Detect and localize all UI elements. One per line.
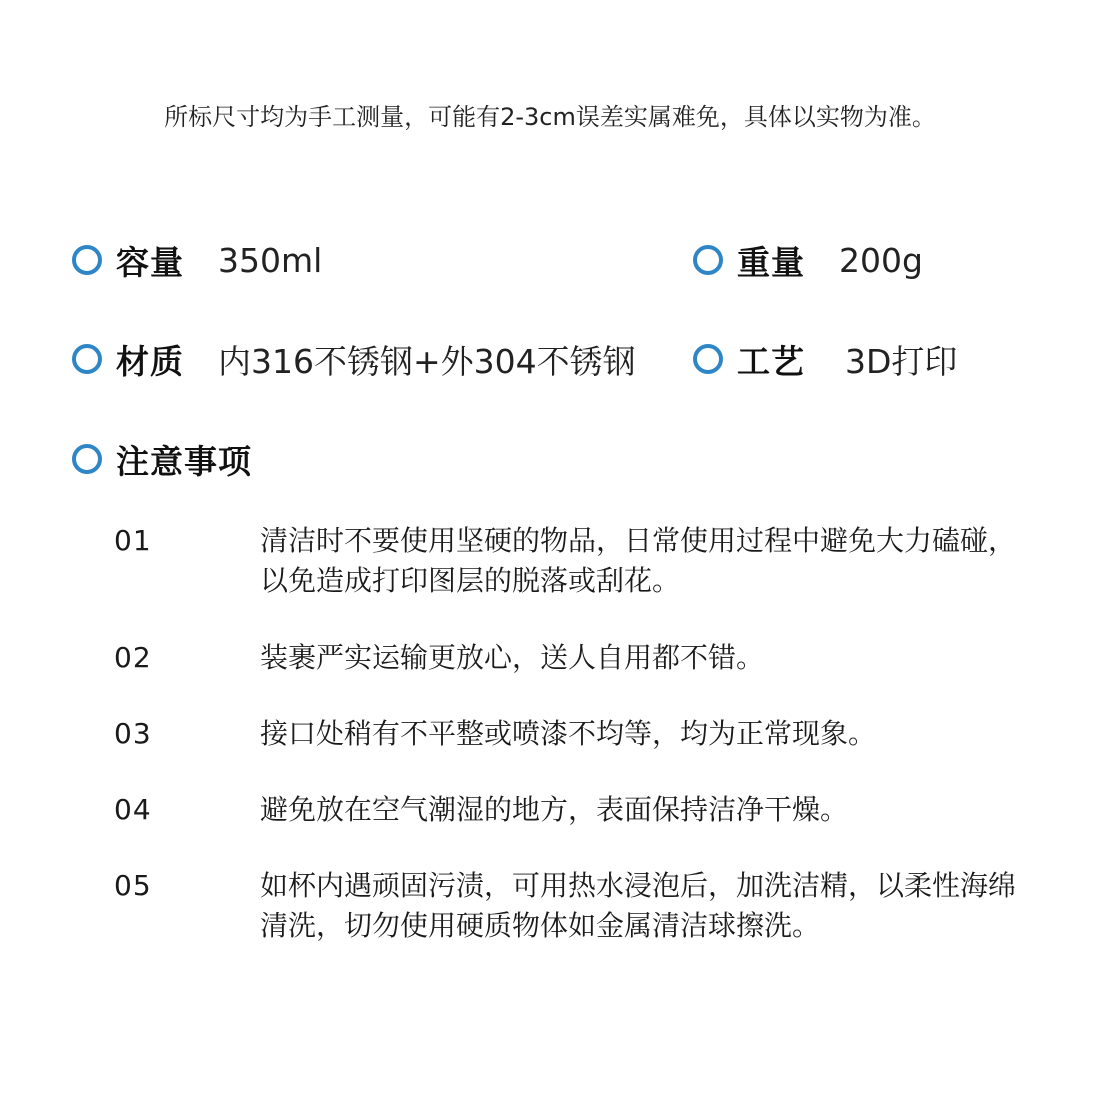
spec-material: [72, 336, 636, 382]
spec-material-value: 内316不锈钢+外304不锈钢: [218, 341, 636, 381]
spec-process-label: 工艺: [737, 341, 805, 381]
circle-outline-icon: [72, 444, 102, 474]
note-text: 清洁时不要使用坚硬的物品，日常使用过程中避免大力磕碰，以免造成打印图层的脱落或刮花。: [260, 524, 1017, 597]
note-number: 02: [114, 641, 152, 674]
spec-weight-value: 200g: [839, 240, 923, 280]
spec-weight-label: 重量: [737, 242, 805, 282]
note-number: 03: [114, 717, 152, 750]
circle-outline-icon: [72, 245, 102, 275]
measurement-disclaimer: 所标尺寸均为手工测量，可能有2-3cm误差实属难免，具体以实物为准。: [164, 103, 936, 131]
spec-capacity-value: 350ml: [218, 240, 323, 280]
note-number: 01: [114, 524, 152, 557]
notes-title: 注意事项: [116, 441, 252, 481]
circle-outline-icon: [72, 344, 102, 374]
note-number: 04: [114, 793, 152, 826]
spec-weight: [693, 237, 923, 283]
spec-capacity: [72, 237, 322, 283]
notes-heading: [72, 436, 252, 482]
circle-outline-icon: [693, 245, 723, 275]
spec-material-label: 材质: [116, 341, 184, 381]
spec-process: [693, 336, 957, 382]
spec-capacity-label: 容量: [116, 242, 184, 282]
note-text: 如杯内遇顽固污渍，可用热水浸泡后，加洗洁精，以柔性海绵清洗，切勿使用硬质物体如金属清洁球擦洗。: [260, 869, 1017, 942]
note-number: 05: [114, 869, 152, 902]
note-text: 装裹严实运输更放心，送人自用都不错。: [260, 641, 765, 674]
note-text: 接口处稍有不平整或喷漆不均等，均为正常现象。: [260, 717, 877, 750]
spec-process-value: 3D打印: [845, 341, 958, 381]
circle-outline-icon: [693, 344, 723, 374]
note-text: 避免放在空气潮湿的地方，表面保持洁净干燥。: [260, 793, 849, 826]
